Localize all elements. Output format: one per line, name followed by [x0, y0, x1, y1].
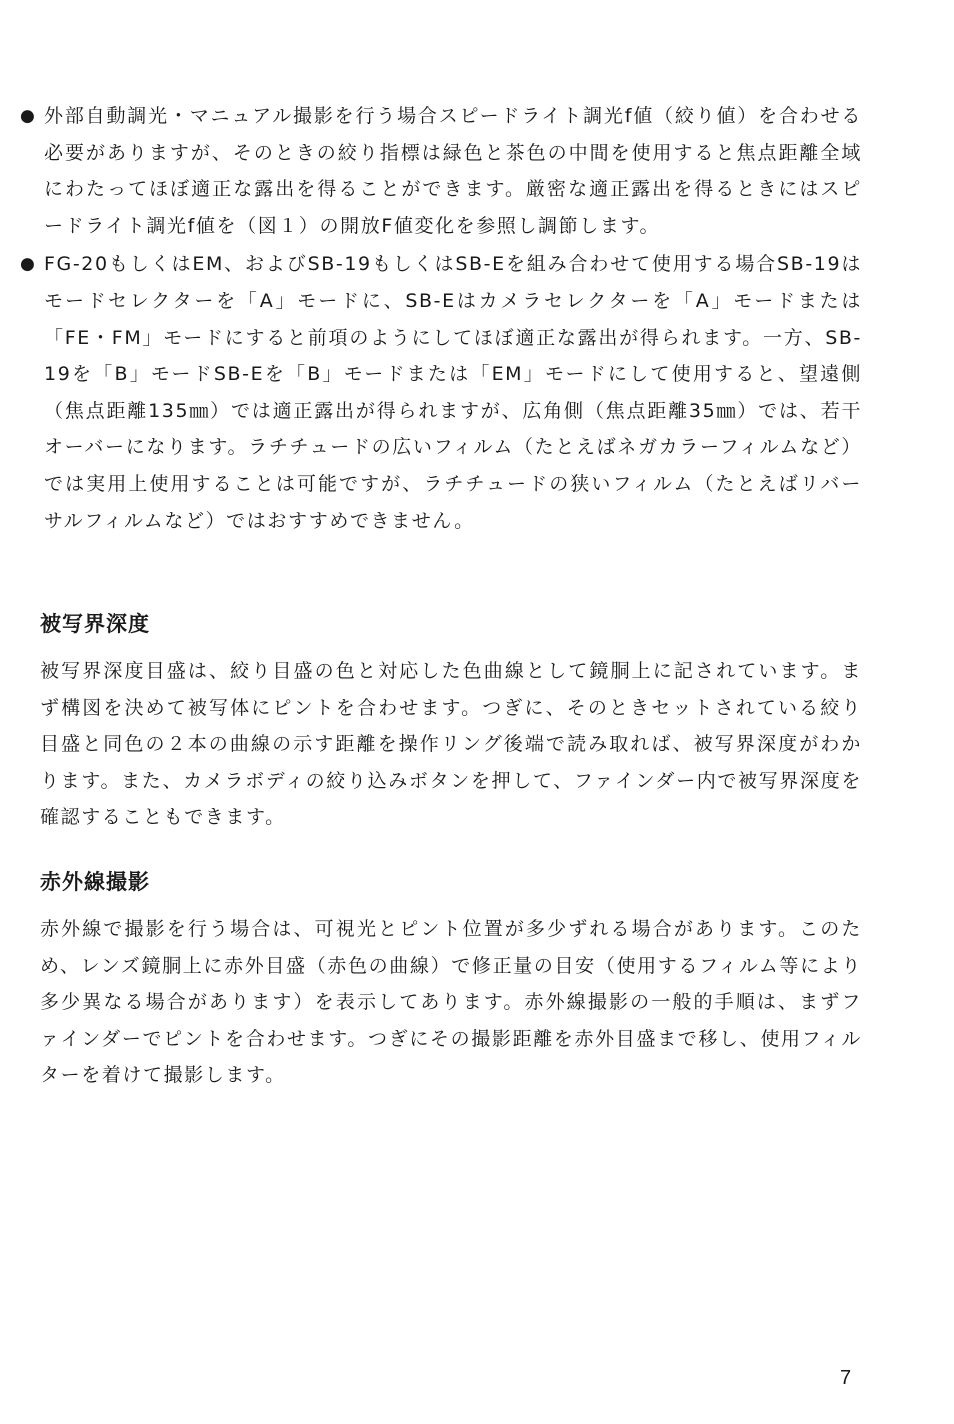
page-number: 7	[840, 1367, 852, 1389]
bullet-text: 外部自動調光・マニュアル撮影を行う場合スピードライト調光f値（絞り値）を合わせる必要がありますが、そのときの絞り指標は緑色と茶色の中間を使用すると焦点距離全域にわたってほぼ適正な露出を得ることができます。厳密な適正露出を得るときにはスピードライト調光f値を（図１）の開放F値変化を参照し調節します。	[44, 105, 862, 237]
section-body-depth-of-field: 被写界深度目盛は、絞り目盛の色と対応した色曲線として鏡胴上に記されています。まず構図を決めて被写体にピントを合わせます。つぎに、そのときセットされている絞り目盛と同色の２本の曲線の示す距離を操作リング後端で読み取れば、被写界深度がわかります。また、カメラボディの絞り込みボタンを押して、ファインダー内で被写界深度を確認することもできます。	[40, 660, 862, 829]
bullet-item-auto-flash	[20, 98, 862, 244]
bullet-marker: ●	[20, 106, 37, 126]
bullet-text: FG-20もしくはEM、およびSB-19もしくはSB-Eを組み合わせて使用する場合SB-19はモードセレクターを「A」モードに、SB-Eはカメラセレクターを「A」モードまたは「FE・FM」モードにすると前項のようにしてほぼ適正な露出が得られます。一方、SB-19を「B」モードSB-Eを「B」モードまたは「EM」モードにして使用すると、望遠側（焦点距離135㎜）では適正露出が得られますが、広角側（焦点距離35㎜）では、若干オーバーになります。ラチチュードの広いフィルム（たとえばネガカラーフィルムなど）では実用上使用することは可能ですが、ラチチュードの狭いフィルム（たとえばリバーサルフィルムなど）ではおすすめできません。	[44, 253, 862, 532]
bullet-marker: ●	[20, 254, 37, 275]
bullet-item-fg20-em	[20, 246, 862, 539]
section-heading-infrared: 赤外線撮影	[40, 870, 150, 894]
section-body-infrared: 赤外線で撮影を行う場合は、可視光とピント位置が多少ずれる場合があります。このため、レンズ鏡胴上に赤外目盛（赤色の曲線）で修正量の目安（使用するフィルム等により多少異なる場合があります）を表示してあります。赤外線撮影の一般的手順は、まずファインダーでピントを合わせます。つぎにその撮影距離を赤外目盛まで移し、使用フィルターを着けて撮影します。	[40, 918, 862, 1087]
section-heading-depth-of-field: 被写界深度	[40, 612, 150, 636]
bullet-list	[20, 98, 862, 541]
